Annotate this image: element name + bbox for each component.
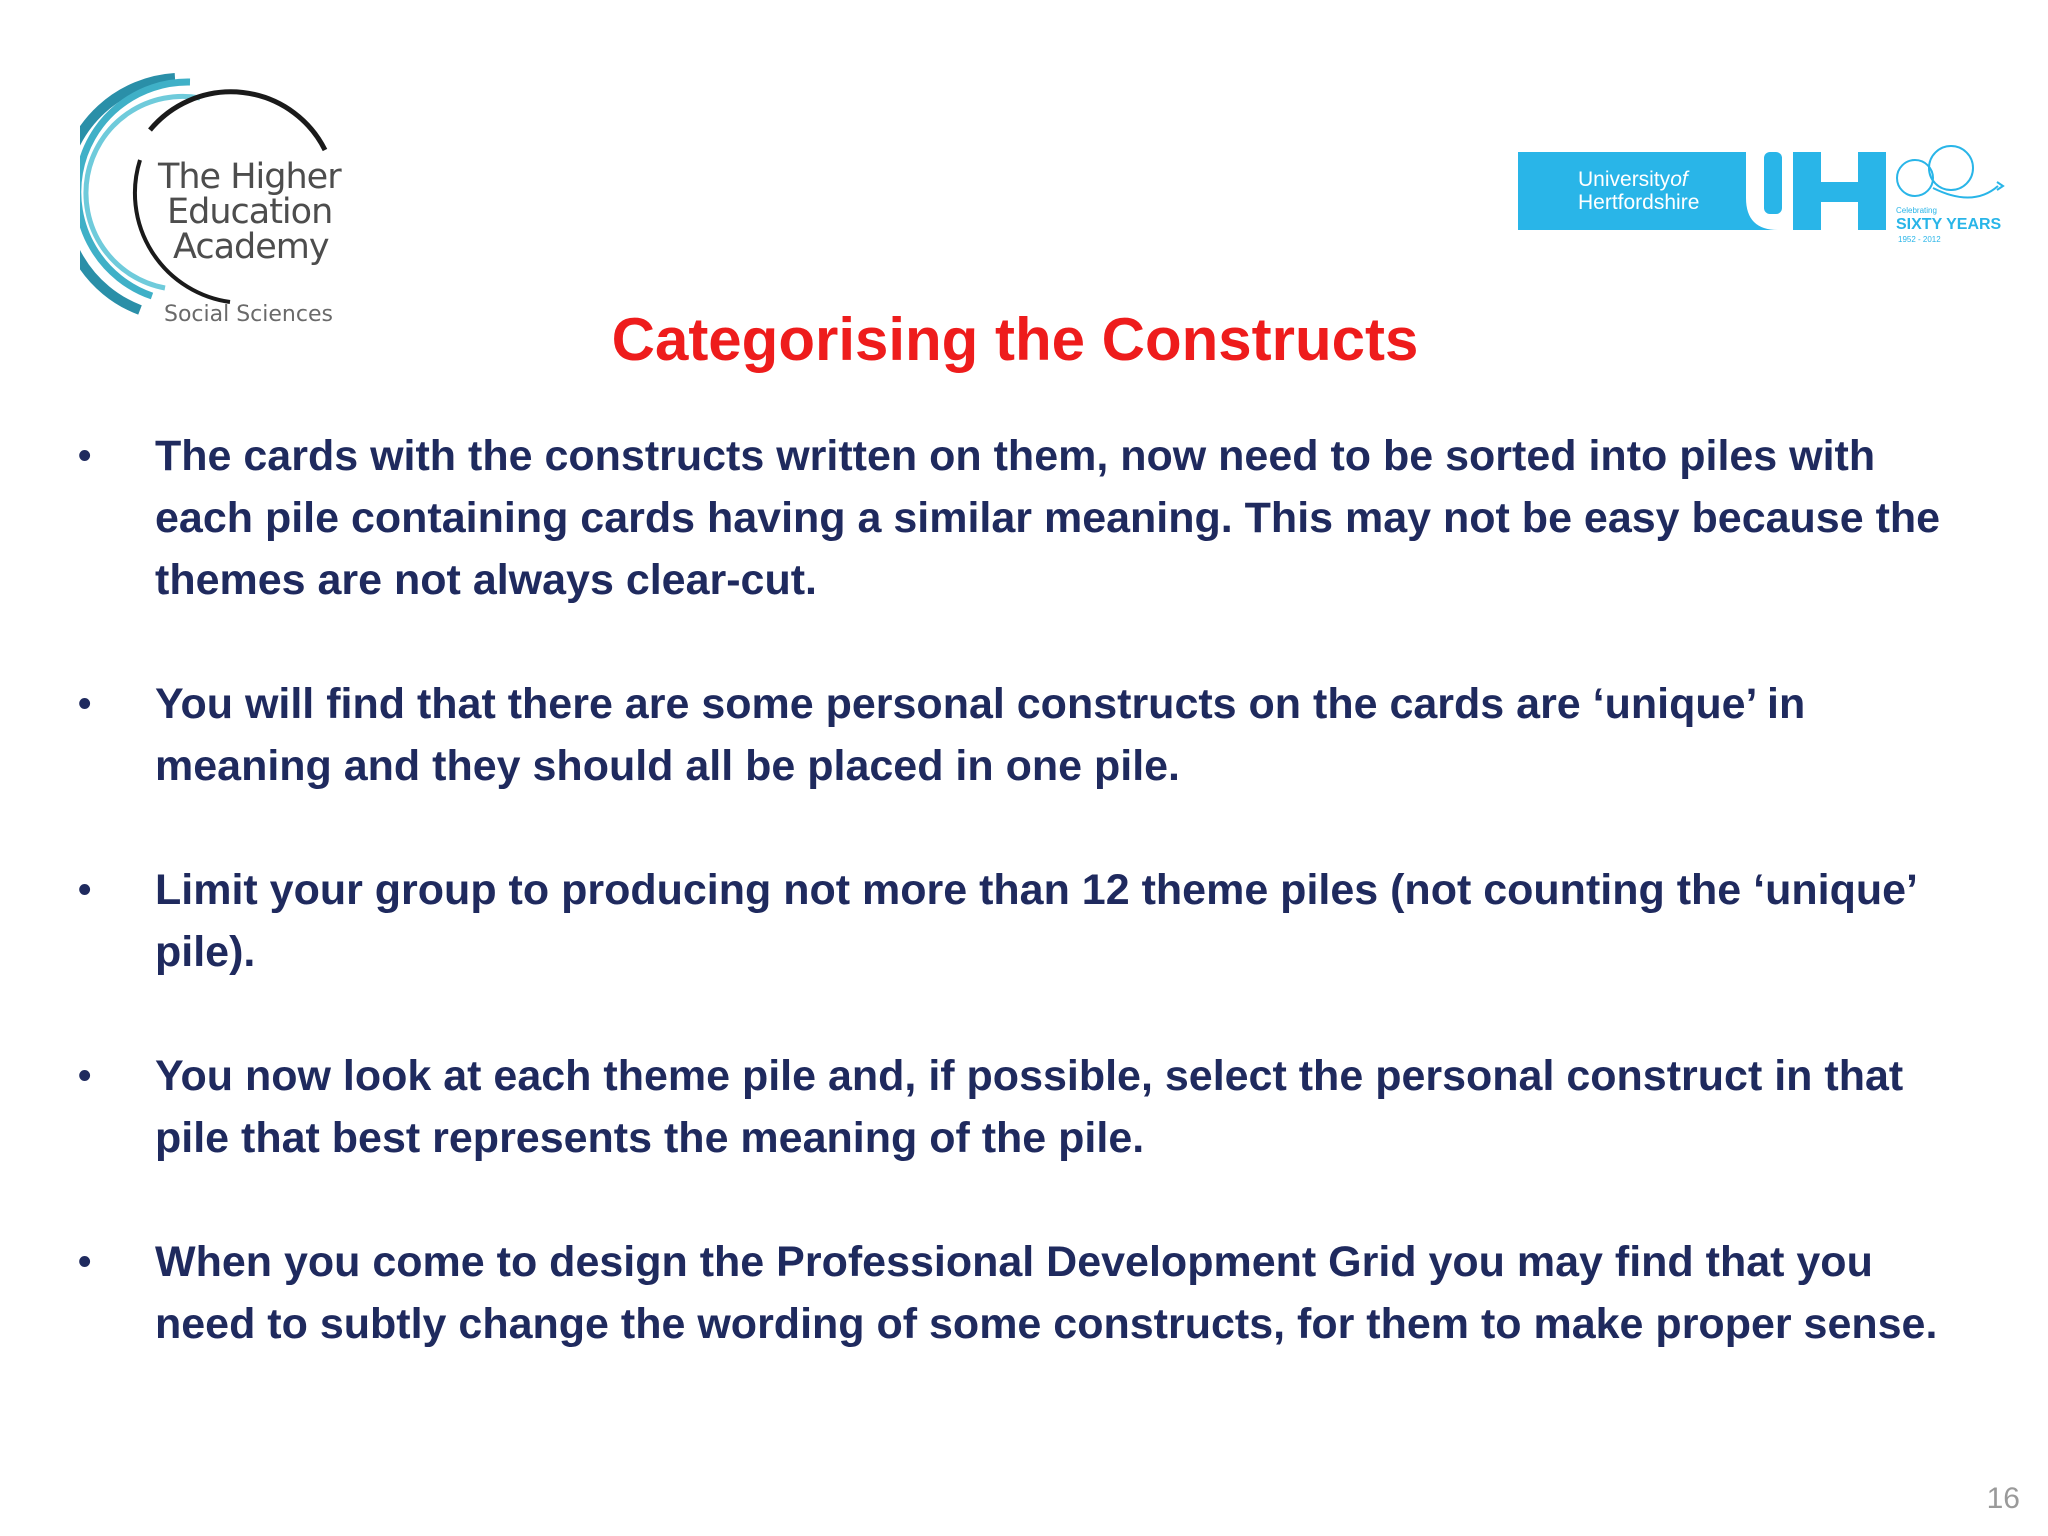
bullet-dot-icon: • (78, 1241, 92, 1283)
bullet-dot-icon: • (78, 683, 92, 725)
bullet-text: When you come to design the Professional Development Grid you may find that you need to subtly change the wording of some constructs, for them to make proper sense. (155, 1238, 1938, 1348)
bullet-list (0, 425, 2048, 1355)
bullet-dot-icon: • (78, 1055, 92, 1097)
bullet-text: Limit your group to producing not more than 12 theme piles (not counting the ‘unique’ pile). (155, 866, 1916, 976)
bullet-dot-icon: • (78, 435, 92, 477)
uh-logo (1518, 138, 2008, 248)
hea-subtitle: Social Sciences (164, 302, 333, 327)
hea-line-2: Education (167, 192, 333, 232)
bullet-dot-icon: • (78, 869, 92, 911)
hea-line-3: Academy (173, 227, 329, 267)
bullet-item (0, 425, 1985, 611)
bullet-item (0, 1231, 1985, 1355)
bullet-item (0, 673, 1985, 797)
hea-logo-text (158, 157, 341, 267)
bullet-item (0, 1045, 1985, 1169)
slide-title: Categorising the Constructs (611, 306, 1419, 373)
bullet-text: The cards with the constructs written on them, now need to be sorted into piles with each pile containing cards having a similar meaning. This may not be easy because the themes are not always clear-cut. (155, 432, 1941, 604)
bullet-item (0, 859, 1985, 983)
uh-name-of: of (1670, 168, 1688, 191)
sixty-years-text: SIXTY YEARS (1896, 216, 2002, 233)
years-range-text: 1952 - 2012 (1898, 235, 1941, 244)
uh-name-university: University (1578, 168, 1671, 191)
bullet-text: You will find that there are some personal constructs on the cards are ‘unique’ in meaning and they should all be placed in one pile. (155, 680, 1806, 790)
uh-name-hertfordshire: Hertfordshire (1578, 191, 1700, 214)
hea-logo (80, 70, 340, 340)
uh-letters-icon (1518, 138, 1898, 248)
page-number: 16 (1986, 1482, 2020, 1515)
bullet-text: You now look at each theme pile and, if possible, select the personal construct in that pile that best represents the meaning of the pile. (155, 1052, 1904, 1162)
celebrating-text: Celebrating (1896, 206, 1937, 215)
hea-line-1: The Higher (158, 157, 341, 197)
